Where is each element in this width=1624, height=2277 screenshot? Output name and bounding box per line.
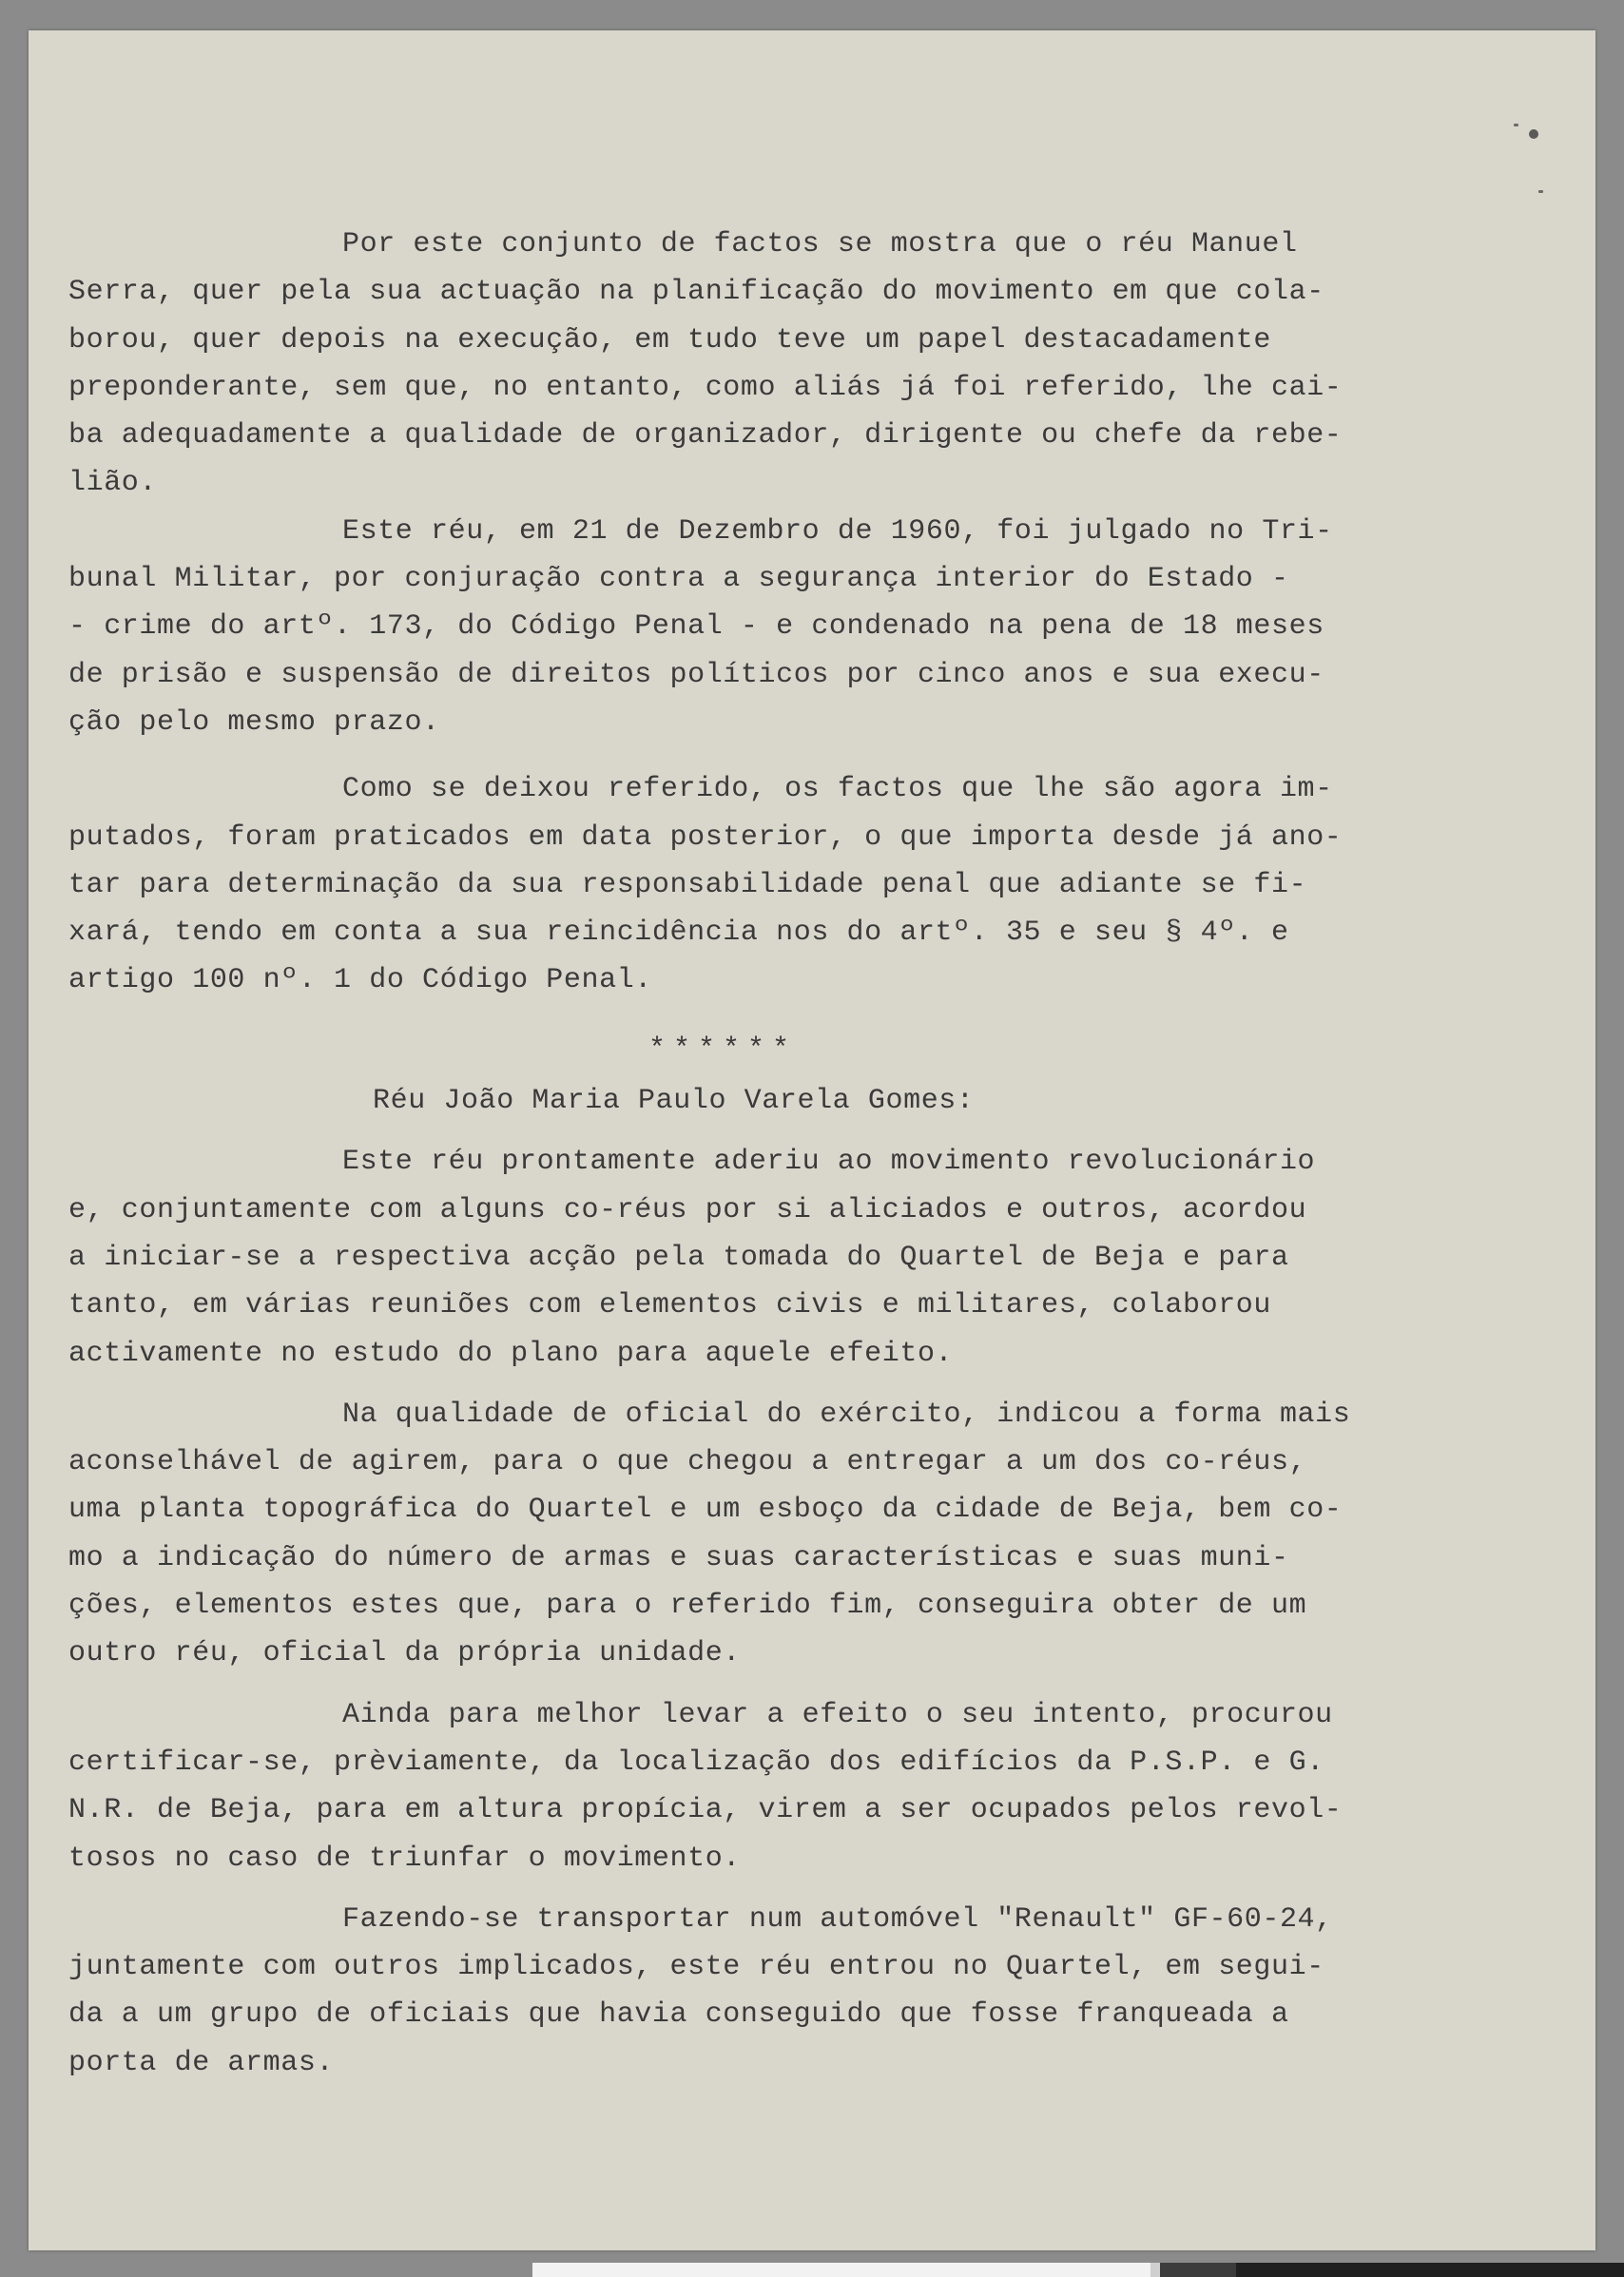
paragraph (68, 508, 1381, 746)
paragraph (68, 1691, 1381, 1882)
text-line: Este réu prontamente aderiu ao movimento revolucionário (342, 1146, 1316, 1179)
text-line: artigo 100 nº. 1 do Código Penal. (68, 964, 652, 997)
text-line: Como se deixou referido, os factos que lhe são agora im- (342, 773, 1333, 806)
scale-segment (1150, 2263, 1160, 2277)
text-line: bunal Militar, por conjuração contra a segurança interior do Estado - (68, 563, 1289, 596)
paragraph (68, 221, 1381, 508)
paragraph (68, 1138, 1381, 1377)
document-body (68, 221, 1381, 2087)
text-line: a iniciar-se a respectiva acção pela tomada do Quartel de Beja e para (68, 1241, 1289, 1274)
text-line: tosos no caso de triunfar o movimento. (68, 1842, 741, 1875)
scale-segment (1236, 2263, 1624, 2277)
text-line: - crime do artº. 173, do Código Penal - e condenado na pena de 18 meses (68, 610, 1324, 644)
text-line: tanto, em várias reuniões com elementos civis e militares, colaborou (68, 1289, 1271, 1322)
text-line: ção pelo mesmo prazo. (68, 705, 440, 739)
text-line: Na qualidade de oficial do exército, indicou a forma mais (342, 1398, 1351, 1431)
ink-speck (1514, 124, 1518, 126)
text-line: N.R. de Beja, para em altura propícia, virem a ser ocupados pelos revol- (68, 1794, 1343, 1827)
paragraph (68, 765, 1381, 1004)
text-line: mo a indicação do número de armas e suas características e suas muni- (68, 1541, 1289, 1574)
text-line: xará, tendo em conta a sua reincidência nos do artº. 35 e seu § 4º. e (68, 917, 1289, 950)
text-line: aconselhável de agirem, para o que chegou a entregar a um dos co-réus, (68, 1446, 1307, 1479)
text-line: outro réu, oficial da própria unidade. (68, 1637, 741, 1670)
text-line: ba adequadamente a qualidade de organizador, dirigente ou chefe da rebe- (68, 419, 1343, 453)
scan-scale-bar (532, 2263, 1624, 2277)
text-line: Este réu, em 21 de Dezembro de 1960, foi julgado no Tri- (342, 514, 1333, 548)
text-line: certificar-se, prèviamente, da localização dos edifícios da P.S.P. e G. (68, 1746, 1324, 1779)
text-line: putados, foram praticados em data posterior, o que importa desde já ano- (68, 820, 1343, 854)
text-line: uma planta topográfica do Quartel e um esboço da cidade de Beja, bem co- (68, 1494, 1343, 1527)
text-line: porta de armas. (68, 2046, 335, 2079)
text-line: Serra, quer pela sua actuação na planificação do movimento em que cola- (68, 276, 1324, 309)
text-line: e, conjuntamente com alguns co-réus por si aliciados e outros, acordou (68, 1193, 1307, 1226)
text-line: Ainda para melhor levar a efeito o seu intento, procurou (342, 1698, 1333, 1731)
ink-speck (1538, 190, 1543, 193)
text-line: preponderante, sem que, no entanto, como aliás já foi referido, lhe cai- (68, 371, 1343, 404)
text-line: Por este conjunto de factos se mostra que o réu Manuel (342, 228, 1298, 261)
text-line: tar para determinação da sua responsabilidade penal que adiante se fi- (68, 868, 1307, 901)
text-line: Fazendo-se transportar num automóvel "Renault" GF-60-24, (342, 1902, 1333, 1936)
text-line: lião. (68, 467, 158, 500)
paragraph (68, 1896, 1381, 2087)
paragraph (68, 1391, 1381, 1678)
document-page (29, 30, 1595, 2250)
scale-segment (532, 2263, 1150, 2277)
scale-segment (1160, 2263, 1236, 2277)
text-line: activamente no estudo do plano para aquele efeito. (68, 1337, 954, 1370)
text-line: juntamente com outros implicados, este réu entrou no Quartel, em segui- (68, 1951, 1324, 1984)
text-line: da a um grupo de oficiais que havia conseguido que fosse franqueada a (68, 1998, 1289, 2032)
text-line: borou, quer depois na execução, em tudo teve um papel destacadamente (68, 323, 1271, 357)
ink-speck (1529, 129, 1538, 139)
text-line: de prisão e suspensão de direitos políticos por cinco anos e sua execu- (68, 658, 1324, 691)
section-heading: Réu João Maria Paulo Varela Gomes: (373, 1085, 975, 1118)
text-line: ções, elementos estes que, para o referido fim, conseguira obter de um (68, 1590, 1307, 1623)
section-separator: ****** (648, 1032, 798, 1066)
